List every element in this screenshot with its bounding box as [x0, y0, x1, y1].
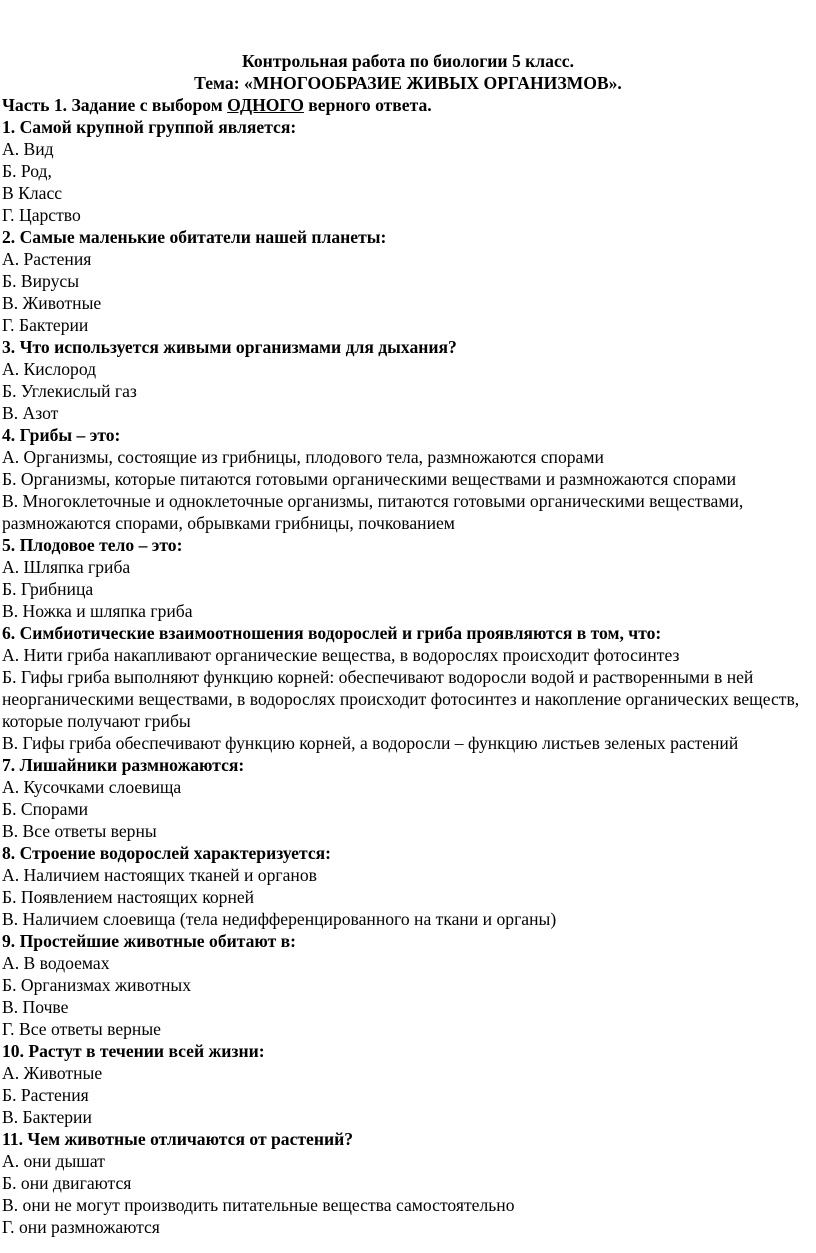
document-title: Контрольная работа по биологии 5 класс.: [242, 51, 574, 71]
question-block: [2, 622, 814, 754]
answer-option: Б. Организмы, которые питаются готовыми органическими веществами и размножаются спорами: [2, 469, 737, 489]
question-text: 7. Лишайники размножаются:: [2, 755, 245, 775]
part-heading-underlined: ОДНОГО: [227, 95, 304, 115]
question-text: 9. Простейшие животные обитают в:: [2, 931, 297, 951]
question-block: [2, 1040, 814, 1128]
answer-option: Б. Род,: [2, 161, 52, 181]
part-heading-suffix: верного ответа.: [303, 95, 432, 115]
answer-option: Г. Все ответы верные: [2, 1019, 161, 1039]
question-text: 5. Плодовое тело – это:: [2, 535, 183, 555]
question-block: [2, 534, 814, 622]
question-block: [2, 424, 814, 534]
question-block: [2, 336, 814, 424]
answer-option: В. Животные: [2, 293, 102, 313]
answer-option: Б. Организмах животных: [2, 975, 192, 995]
answer-option: В. Почве: [2, 997, 69, 1017]
answer-option: Б. Грибница: [2, 579, 94, 599]
answer-option: А. Животные: [2, 1063, 103, 1083]
question-text: 11. Чем животные отличаются от растений?: [2, 1129, 354, 1149]
answer-option: А. Кусочками слоевища: [2, 777, 182, 797]
question-text: 10. Растут в течении всей жизни:: [2, 1041, 265, 1061]
answer-option: А. Нити гриба накапливают органические вещества, в водорослях происходит фотосинтез: [2, 645, 680, 665]
answer-option: А. Кислород: [2, 359, 97, 379]
question-block: [2, 930, 814, 1040]
answer-option: В. Все ответы верны: [2, 821, 157, 841]
question-text: 8. Строение водорослей характеризуется:: [2, 843, 332, 863]
answer-option: Б. Растения: [2, 1085, 89, 1105]
question-list: [2, 116, 814, 1238]
answer-option: А. Наличием настоящих тканей и органов: [2, 865, 317, 885]
question-text: 2. Самые маленькие обитатели нашей планеты:: [2, 227, 387, 247]
answer-option: Б. Появлением настоящих корней: [2, 887, 255, 907]
question-block: [2, 1128, 814, 1238]
answer-option: Б. Спорами: [2, 799, 89, 819]
answer-option: Б. Гифы гриба выполняют функцию корней: обеспечивают водоросли водой и растворенными в ней неорганическими веществами, в водорослях происходит фотосинтез и накопление органических веществ, которые получают грибы: [2, 667, 800, 731]
answer-option: В Класс: [2, 183, 63, 203]
answer-option: В. Азот: [2, 403, 59, 423]
answer-option: В. Многоклеточные и одноклеточные организмы, питаются готовыми органическими веществами, размножаются спорами, обрывками грибницы, почкованием: [2, 491, 744, 533]
part-heading: [2, 94, 814, 116]
answer-option: В. они не могут производить питательные вещества самостоятельно: [2, 1195, 515, 1215]
answer-option: Г. Бактерии: [2, 315, 89, 335]
answer-option: Б. Вирусы: [2, 271, 80, 291]
answer-option: А. Шляпка гриба: [2, 557, 131, 577]
document-topic: Тема: «МНОГООБРАЗИЕ ЖИВЫХ ОРГАНИЗМОВ».: [194, 73, 622, 93]
answer-option: А. Растения: [2, 249, 92, 269]
answer-option: Г. Царство: [2, 205, 81, 225]
answer-option: В. Гифы гриба обеспечивают функцию корней, а водоросли – функцию листьев зеленых растений: [2, 733, 739, 753]
part-heading-prefix: Часть 1. Задание с выбором: [2, 95, 228, 115]
answer-option: Г. они размножаются: [2, 1217, 160, 1237]
question-text: 3. Что используется живыми организмами для дыхания?: [2, 337, 457, 357]
answer-option: В. Ножка и шляпка гриба: [2, 601, 193, 621]
question-block: [2, 754, 814, 842]
answer-option: Б. Углекислый газ: [2, 381, 137, 401]
answer-option: В. Наличием слоевища (тела недифференцированного на ткани и органы): [2, 909, 557, 929]
question-text: 1. Самой крупной группой является:: [2, 117, 297, 137]
question-block: [2, 842, 814, 930]
question-text: 6. Симбиотические взаимоотношения водорослей и гриба проявляются в том, что:: [2, 623, 662, 643]
answer-option: А. В водоемах: [2, 953, 110, 973]
question-text: 4. Грибы – это:: [2, 425, 121, 445]
document: [2, 50, 814, 1238]
question-block: [2, 116, 814, 226]
answer-option: В. Бактерии: [2, 1107, 92, 1127]
answer-option: А. Организмы, состоящие из грибницы, плодового тела, размножаются спорами: [2, 447, 604, 467]
question-block: [2, 226, 814, 336]
answer-option: А. они дышат: [2, 1151, 105, 1171]
answer-option: Б. они двигаются: [2, 1173, 132, 1193]
answer-option: А. Вид: [2, 139, 54, 159]
